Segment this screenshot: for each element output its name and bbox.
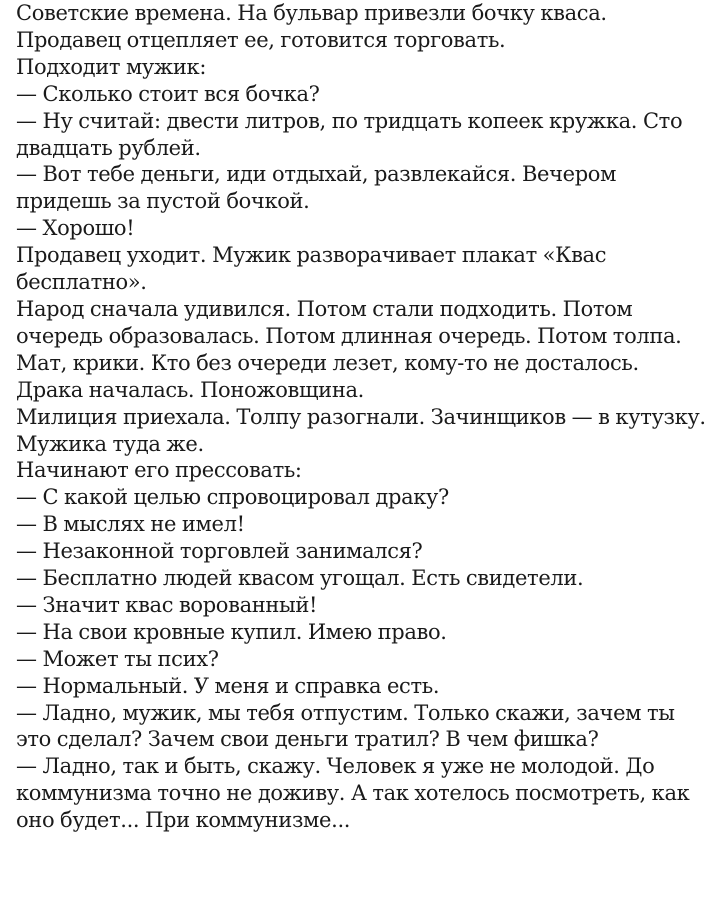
story-line: Подходит мужик: [16, 54, 207, 79]
dialogue-line: — Ладно, так и быть, скажу. Человек я уже не молодой. До коммунизма точно не доживу. А так хотелось посмотреть, как оно будет... При коммунизме... [16, 754, 690, 833]
dialogue-line: — Значит квас ворованный! [16, 592, 318, 617]
story-line: Продавец уходит. Мужик разворачивает плакат «Квас бесплатно». [16, 243, 607, 295]
dialogue-line: — С какой целью спровоцировал драку? [16, 485, 449, 510]
dialogue-line: — На свои кровные купил. Имею право. [16, 619, 447, 644]
story-line: Милиция приехала. Толпу разогнали. Зачинщиков — в кутузку. Мужика туда же. [16, 404, 706, 456]
dialogue-line: — Незаконной торговлей занимался? [16, 539, 423, 564]
story-line: Народ сначала удивился. Потом стали подходить. Потом очередь образовалась. Потом длинная очередь. Потом толпа. Мат, крики. Кто без очереди лезет, кому-то не досталось. Драка началась. Поножовщина. [16, 296, 682, 402]
story-line: Начинают его прессовать: [16, 458, 302, 483]
story-line: Продавец отцепляет ее, готовится торговать. [16, 27, 506, 52]
dialogue-line: — Бесплатно людей квасом угощал. Есть свидетели. [16, 566, 584, 591]
dialogue-line: — Сколько стоит вся бочка? [16, 81, 320, 106]
dialogue-line: — Хорошо! [16, 216, 135, 241]
dialogue-line: — Ну считай: двести литров, по тридцать копеек кружка. Сто двадцать рублей. [16, 108, 683, 160]
dialogue-line: — Нормальный. У меня и справка есть. [16, 673, 440, 698]
dialogue-line: — В мыслях не имел! [16, 512, 245, 537]
dialogue-line: — Может ты псих? [16, 646, 219, 671]
dialogue-line: — Вот тебе деньги, иди отдыхай, развлекайся. Вечером придешь за пустой бочкой. [16, 162, 617, 214]
story-line: Советские времена. На бульвар привезли бочку кваса. [16, 1, 607, 25]
dialogue-line: — Ладно, мужик, мы тебя отпустим. Только скажи, зачем ты это сделал? Зачем свои деньги тратил? В чем фишка? [16, 700, 675, 752]
